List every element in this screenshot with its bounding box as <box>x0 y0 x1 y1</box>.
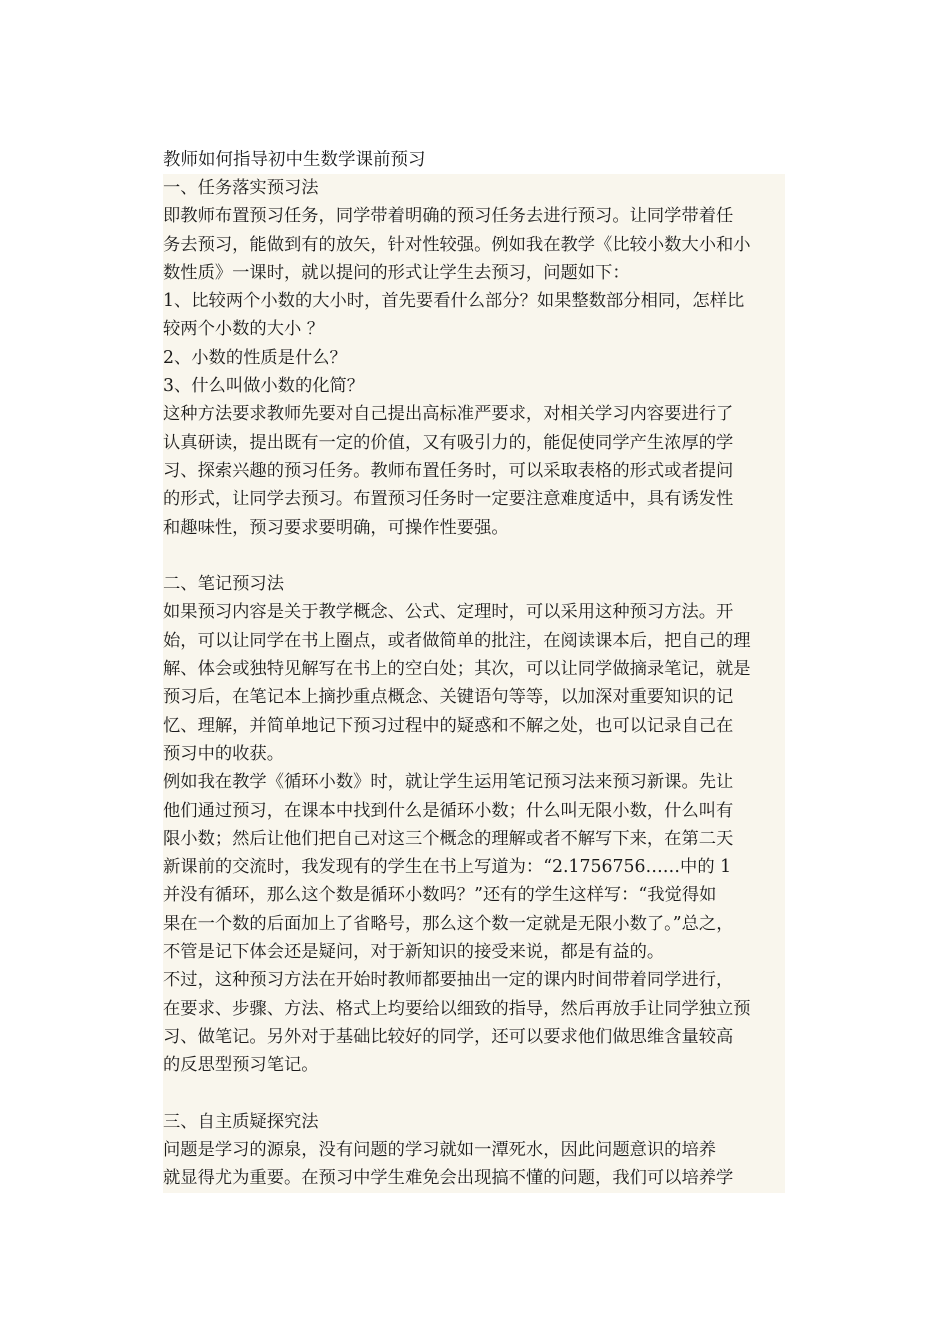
list-item: 1、比较两个小数的大小时，首先要看什么部分？如果整数部分相同，怎样比 <box>163 291 745 312</box>
paragraph-line: 解、体会或独特见解写在书上的空白处；其次，可以让同学做摘录笔记，就是 <box>163 659 751 680</box>
paragraph-line: 不管是记下体会还是疑问，对于新知识的接受来说，都是有益的。 <box>163 942 665 963</box>
list-item: 2、小数的性质是什么？ <box>163 347 347 368</box>
document-body <box>163 174 785 1193</box>
blank-line <box>163 1080 785 1108</box>
paragraph-line: 如果预习内容是关于教学概念、公式、定理时，可以采用这种预习方法。开 <box>163 602 734 623</box>
paragraph-line: 和趣味性，预习要求要明确，可操作性要强。 <box>163 517 509 538</box>
list-item: 3、什么叫做小数的化简？ <box>163 376 365 397</box>
paragraph-line: 始，可以让同学在书上圈点，或者做简单的批注，在阅读课本后，把自己的理 <box>163 630 751 651</box>
section-heading: 二、笔记预习法 <box>163 574 284 595</box>
section-heading: 三、自主质疑探究法 <box>163 1111 319 1132</box>
paragraph-line: 在要求、步骤、方法、格式上均要给以细致的指导，然后再放手让同学独立预 <box>163 998 751 1019</box>
paragraph-line: 忆、理解，并简单地记下预习过程中的疑惑和不解之处，也可以记录自己在 <box>163 715 734 736</box>
paragraph-line: 问题是学习的源泉，没有问题的学习就如一潭死水，因此问题意识的培养 <box>163 1140 717 1161</box>
paragraph-line: 的形式，让同学去预习。布置预习任务时一定要注意难度适中，具有诱发性 <box>163 489 734 510</box>
paragraph-line: 预习后，在笔记本上摘抄重点概念、关键语句等等，以加深对重要知识的记 <box>163 687 734 708</box>
paragraph-line: 认真研读，提出既有一定的价值，又有吸引力的，能促使同学产生浓厚的学 <box>163 432 734 453</box>
paragraph-line: 果在一个数的后面加上了省略号，那么这个数一定就是无限小数了。”总之， <box>163 913 734 934</box>
paragraph-line: 他们通过预习，在课本中找到什么是循环小数；什么叫无限小数，什么叫有 <box>163 800 734 821</box>
paragraph-line: 习、探索兴趣的预习任务。教师布置任务时，可以采取表格的形式或者提问 <box>163 460 734 481</box>
paragraph-line: 预习中的收获。 <box>163 743 284 764</box>
paragraph-line: 新课前的交流时，我发现有的学生在书上写道为：“2.1756756……中的 1 <box>163 857 732 878</box>
paragraph-line: 的反思型预习笔记。 <box>163 1055 319 1076</box>
paragraph-line: 不过，这种预习方法在开始时教师都要抽出一定的课内时间带着同学进行， <box>163 970 734 991</box>
paragraph-line: 并没有循环，那么这个数是循环小数吗？”还有的学生这样写：“我觉得如 <box>163 885 717 906</box>
paragraph-line: 务去预习，能做到有的放矢，针对性较强。例如我在教学《比较小数大小和小 <box>163 234 751 255</box>
paragraph-line: 这种方法要求教师先要对自己提出高标准严要求，对相关学习内容要进行了 <box>163 404 734 425</box>
paragraph-line: 习、做笔记。另外对于基础比较好的同学，还可以要求他们做思维含量较高 <box>163 1026 734 1047</box>
paragraph-line: 限小数；然后让他们把自己对这三个概念的理解或者不解写下来，在第二天 <box>163 828 734 849</box>
paragraph-line: 就显得尤为重要。在预习中学生难免会出现搞不懂的问题，我们可以培养学 <box>163 1168 734 1189</box>
blank-line <box>163 542 785 570</box>
paragraph-line: 例如我在教学《循环小数》时，就让学生运用笔记预习法来预习新课。先让 <box>163 772 734 793</box>
document-title: 教师如何指导初中生数学课前预习 <box>163 150 426 170</box>
section-heading: 一、任务落实预习法 <box>163 178 319 198</box>
paragraph-line: 数性质》一课时，就以提问的形式让学生去预习，问题如下： <box>163 262 630 283</box>
paragraph-line: 即教师布置预习任务，同学带着明确的预习任务去进行预习。让同学带着任 <box>163 206 734 227</box>
list-item: 较两个小数的大小 ？ <box>163 319 325 340</box>
